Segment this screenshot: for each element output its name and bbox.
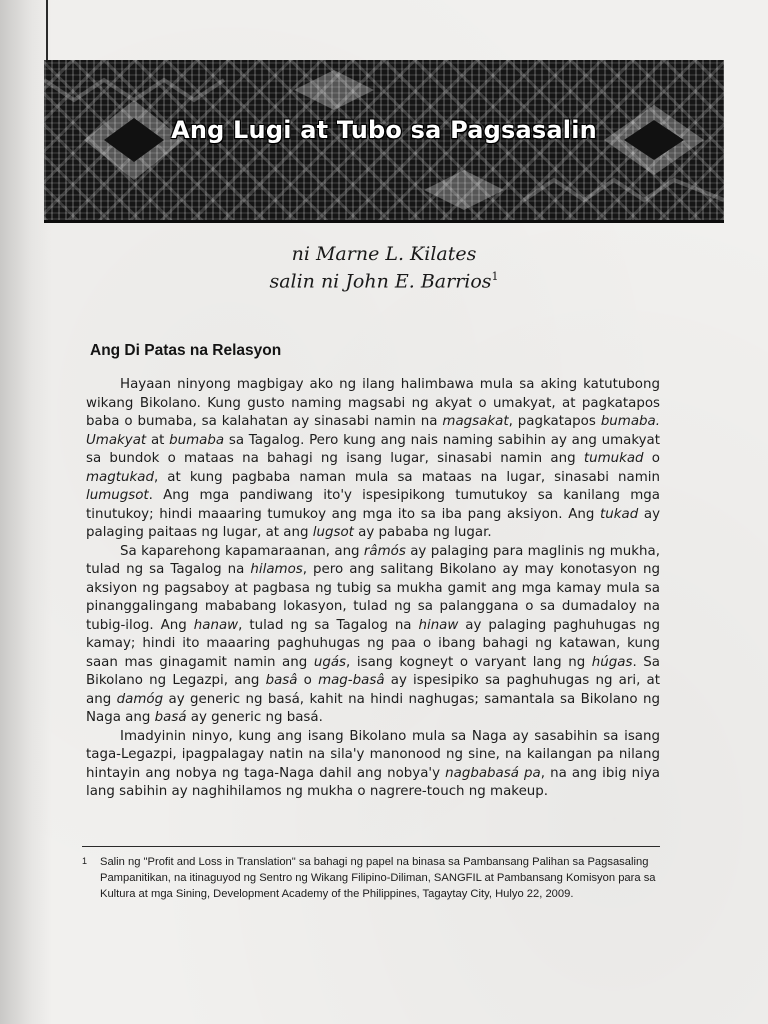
paragraph-1 — [86, 376, 660, 543]
text-run: , tulad ng sa Tagalog na — [238, 617, 419, 633]
text-run: at — [146, 432, 170, 448]
text-run: , pagkatapos — [508, 414, 601, 429]
italic-term: hilamos — [250, 562, 303, 577]
italic-term: magtukad — [86, 469, 154, 485]
italic-term: mag-basâ — [318, 673, 385, 688]
italic-term: ugás — [313, 654, 347, 670]
italic-term: râmós — [363, 543, 406, 559]
text-run: . Ang mga pandiwang ito'y ispesipikong tumutukoy sa kanilang mga tinutukoy; hindi maaaring tumukoy ang mga ito sa iba pang aksiyon. Ang — [86, 488, 660, 522]
translator-line: salin ni John E. Barrios$^1$ — [269, 270, 499, 293]
woven-pattern-banner — [44, 60, 724, 223]
italic-term: magsakat — [442, 414, 509, 429]
text-run: Sa kaparehong kapamaraanan, ang — [120, 543, 364, 559]
text-run: ay generic ng basá. — [186, 710, 323, 725]
text-run: , na ang ibig niya lang sabihin ay naghihilamos ng mukha o nagrere-touch ng makeup. — [86, 765, 661, 799]
italic-term: tumukad — [583, 451, 644, 466]
italic-term: hanaw — [193, 617, 239, 633]
text-run: ay ispesipiko sa paghuhugas ng ari, at ang — [86, 673, 660, 707]
text-run: , isang kogneyt o varyant lang ng — [346, 654, 592, 670]
section-heading: Ang Di Patas na Relasyon — [90, 342, 282, 359]
text-run: o — [643, 451, 660, 466]
text-run: ay generic ng basá, kahit na hindi naghugas; samantala sa Bikolano ng Naga ang — [86, 691, 661, 725]
author-line: ni Marne L. Kilates — [291, 243, 477, 265]
italic-term: húgas — [591, 654, 633, 670]
paragraph-2 — [86, 543, 660, 728]
italic-term: damóg — [116, 691, 164, 707]
footnote-divider — [82, 846, 660, 847]
italic-term: hinaw — [418, 617, 459, 633]
italic-term: tukad — [600, 506, 639, 522]
text-run: ay pababa ng lugar. — [353, 525, 492, 540]
paragraph-3 — [86, 728, 660, 802]
text-run: , pero ang salitang Bikolano ay may konotasyon ng aksiyon ng pagsaboy at pagbasa ng tubig sa mukha gamit ang mga kamay mula sa pinanggalingang mababang lokasyon, tulad ng sa palanggana o sa dumadaloy na tubig-ilog. Ang — [86, 562, 661, 633]
text-run: sa Tagalog. Pero kung ang nais naming sabihin ay ang umakyat sa bundok o mataas na bahagi ng isang lugar, sinasabi namin ang — [86, 432, 660, 466]
italic-term: nagbabasá pa — [445, 765, 541, 781]
text-run: , at kung pagbaba naman mula sa mataas na lugar, sinasabi namin — [153, 469, 660, 485]
italic-term: lumugsot — [86, 488, 149, 503]
text-run: ay palaging paghuhugas ng kamay; hindi ito maaaring paghuhugas ng paa o ibang bahagi ng katawan, kung saan mas ginagamit namin ang — [86, 617, 660, 670]
italic-term: basá — [154, 710, 187, 725]
footnote-text: Salin ng "Profit and Loss in Translation" sa bahagi ng papel na binasa sa Pambansang Palihan sa Pagsasaling Pampanitikan, na itinaguyod ng Sentro ng Wikang Filipino-Diliman, SANGFIL at Pambansang Komisyon para sa Kultura at mga Sining, Development Academy of the Philippines, Tagaytay City, Hulyo 22, 2009. — [100, 856, 656, 900]
footnote-reference: 1 — [491, 270, 499, 283]
text-run: ay palaging paitaas ng lugar, at ang — [86, 506, 661, 540]
text-run: Hayaan ninyong magbigay ako ng ilang halimbawa mula sa aking katutubong wikang Bikolano. Kung gusto naming magsabi ng akyat o umakyat, at pagkatapos baba o bumaba, sa kalahatan ay sinasabi namin na — [86, 377, 660, 429]
italic-term: bumaba. Umakyat — [86, 414, 661, 448]
italic-term: bumaba — [169, 432, 225, 448]
article-title: Ang Lugi at Tubo sa Pagsasalin — [171, 116, 597, 144]
footnote — [82, 854, 662, 902]
text-run: . Sa Bikolano ng Legazpi, ang — [86, 654, 661, 688]
body-text — [86, 376, 660, 802]
text-run: ay palaging para maglinis ng mukha, tulad ng sa Tagalog na — [86, 543, 660, 577]
italic-term: basâ — [265, 673, 298, 688]
text-run: Imadyinin ninyo, kung ang isang Bikolano mula sa Naga ay sasabihin sa isang taga-Legazpi, ipagpalagay natin na sila'y manonood ng sine, na kailangan pa nilang hintayin ang nobya ng taga-Naga dahil ang nobya'y — [86, 728, 660, 781]
footnote-marker: 1 — [82, 856, 88, 866]
italic-term: lugsot — [312, 525, 354, 540]
text-run: o — [297, 673, 319, 688]
